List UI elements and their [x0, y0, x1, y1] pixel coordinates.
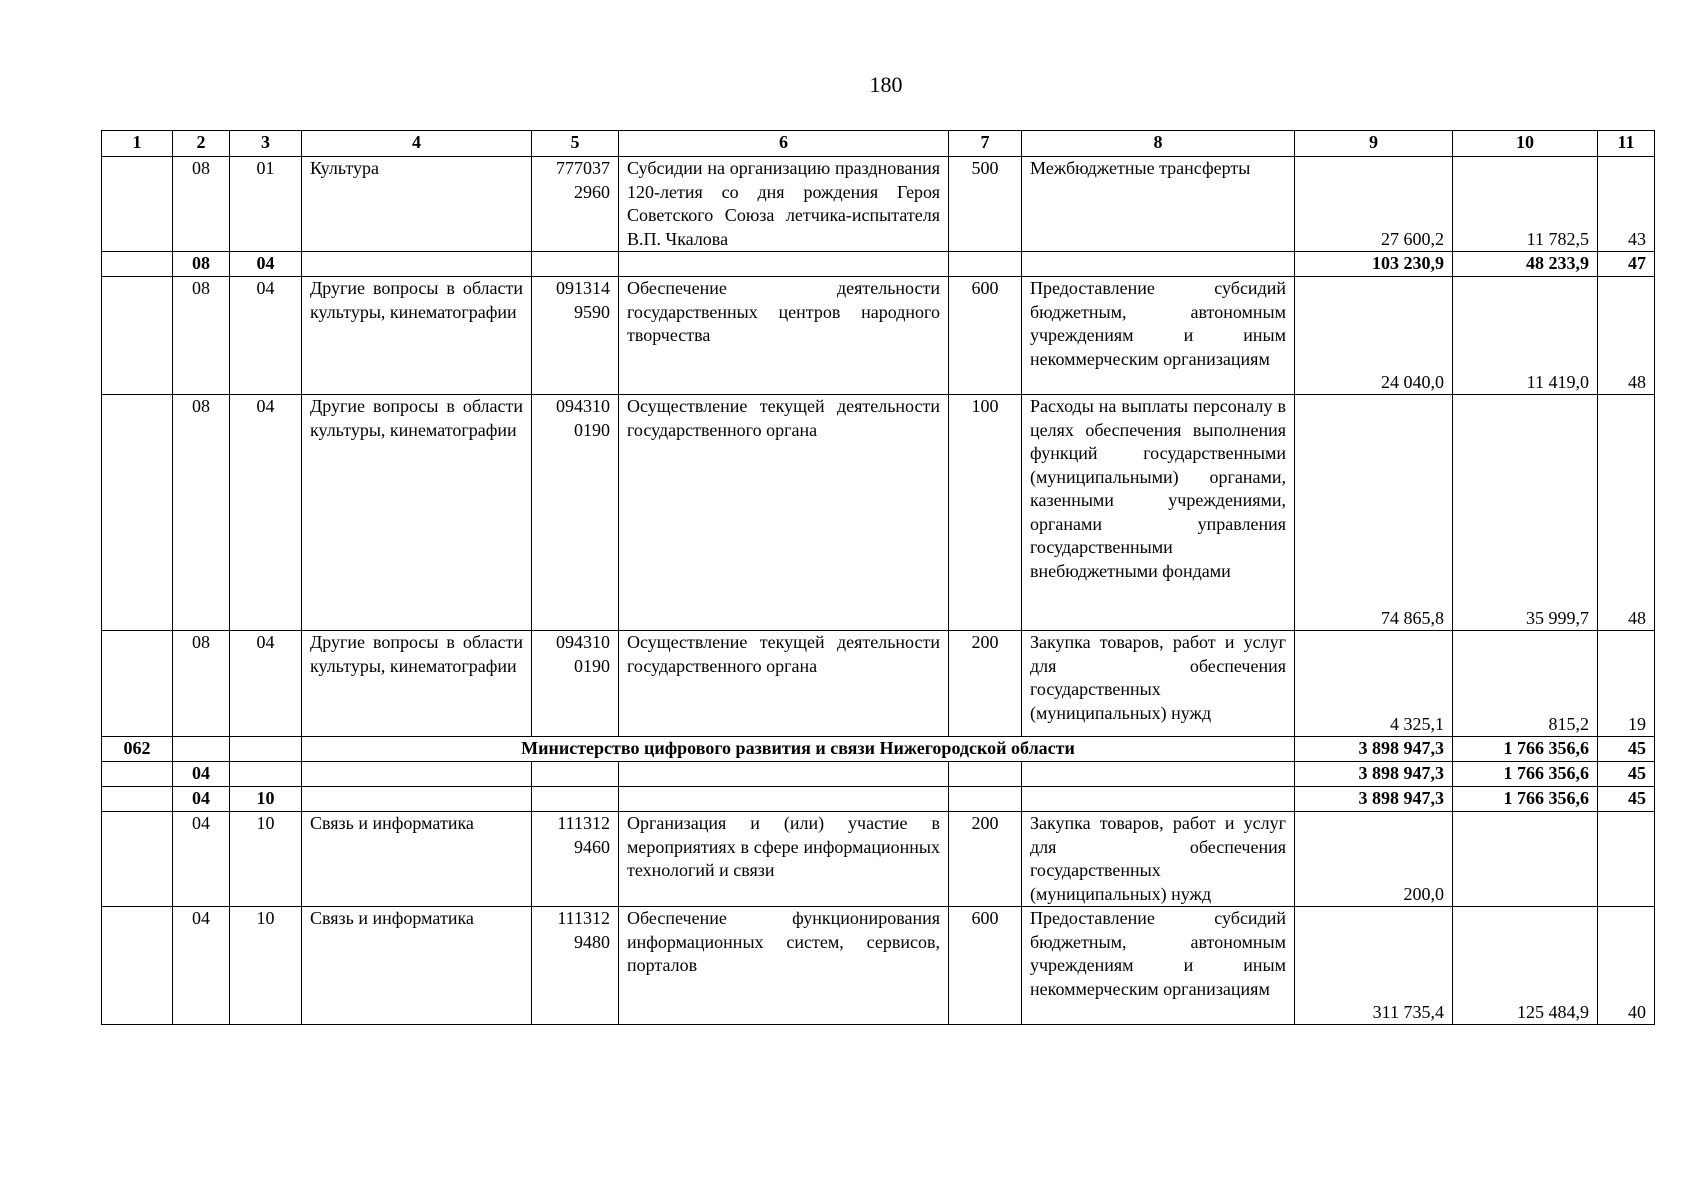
cell-expense-type-name	[1022, 252, 1295, 277]
cell-actual: 48 233,9	[1453, 252, 1598, 277]
cell-plan: 311 735,4	[1295, 907, 1453, 1025]
cell-subsection	[230, 762, 302, 787]
cell-col1	[102, 812, 173, 907]
cell-subsection: 01	[230, 157, 302, 252]
table-row	[102, 762, 1655, 787]
cell-plan: 103 230,9	[1295, 252, 1453, 277]
cell-expense-type	[949, 762, 1022, 787]
cell-subsection-name	[302, 252, 532, 277]
cell-expense-type	[949, 787, 1022, 812]
cell-col1	[102, 631, 173, 737]
cell-expense-type-name	[1022, 762, 1295, 787]
cell-target-article: 094310 0190	[532, 395, 619, 631]
cell-percent: 45	[1598, 787, 1655, 812]
column-header: 6	[619, 131, 949, 157]
cell-article-name	[619, 252, 949, 277]
cell-target-article: 094310 0190	[532, 631, 619, 737]
cell-plan: 3 898 947,3	[1295, 762, 1453, 787]
table-row	[102, 631, 1655, 737]
cell-subsection	[230, 737, 302, 762]
cell-subsection: 10	[230, 812, 302, 907]
cell-subsection-name	[302, 762, 532, 787]
cell-target-article	[532, 252, 619, 277]
cell-expense-type	[949, 252, 1022, 277]
cell-plan: 74 865,8	[1295, 395, 1453, 631]
cell-section	[173, 737, 230, 762]
table-row	[102, 907, 1655, 1025]
cell-col1	[102, 252, 173, 277]
cell-subsection-name: Культура	[302, 157, 532, 252]
cell-plan: 24 040,0	[1295, 277, 1453, 395]
cell-section: 08	[173, 157, 230, 252]
cell-section: 08	[173, 631, 230, 737]
cell-target-article: 091314 9590	[532, 277, 619, 395]
table-row	[102, 812, 1655, 907]
cell-col1	[102, 787, 173, 812]
cell-article-name: Организация и (или) участие в мероприятиях в сфере информационных технологий и связи	[619, 812, 949, 907]
cell-article-name: Обеспечение функционирования информационных систем, сервисов, порталов	[619, 907, 949, 1025]
cell-expense-type: 100	[949, 395, 1022, 631]
cell-section: 04	[173, 812, 230, 907]
cell-target-article: 111312 9460	[532, 812, 619, 907]
cell-article-name: Осуществление текущей деятельности государственного органа	[619, 395, 949, 631]
cell-actual: 1 766 356,6	[1453, 787, 1598, 812]
cell-actual: 35 999,7	[1453, 395, 1598, 631]
cell-subsection: 04	[230, 395, 302, 631]
table-row	[102, 252, 1655, 277]
cell-col1	[102, 907, 173, 1025]
column-header: 7	[949, 131, 1022, 157]
cell-article-name: Осуществление текущей деятельности государственного органа	[619, 631, 949, 737]
cell-expense-type-name: Предоставление субсидий бюджетным, автономным учреждениям и иным некоммерческим организациям	[1022, 907, 1295, 1025]
cell-section: 04	[173, 762, 230, 787]
column-header: 10	[1453, 131, 1598, 157]
cell-article-name: Субсидии на организацию празднования 120-летия со дня рождения Героя Советского Союза летчика-испытателя В.П. Чкалова	[619, 157, 949, 252]
cell-actual: 1 766 356,6	[1453, 762, 1598, 787]
cell-expense-type-name: Предоставление субсидий бюджетным, автономным учреждениям и иным некоммерческим организациям	[1022, 277, 1295, 395]
table-row	[102, 787, 1655, 812]
cell-article-name: Обеспечение деятельности государственных центров народного творчества	[619, 277, 949, 395]
cell-subsection: 04	[230, 252, 302, 277]
cell-subsection-name: Другие вопросы в области культуры, кинематографии	[302, 395, 532, 631]
cell-percent: 43	[1598, 157, 1655, 252]
page-number: 180	[869, 72, 903, 97]
cell-percent: 45	[1598, 762, 1655, 787]
cell-subsection-name: Другие вопросы в области культуры, кинематографии	[302, 631, 532, 737]
cell-percent: 19	[1598, 631, 1655, 737]
cell-ministry-name: Министерство цифрового развития и связи Нижегородской области	[302, 737, 1295, 762]
cell-actual: 11 419,0	[1453, 277, 1598, 395]
cell-actual: 125 484,9	[1453, 907, 1598, 1025]
cell-expense-type-name: Закупка товаров, работ и услуг для обеспечения государственных (муниципальных) нужд	[1022, 812, 1295, 907]
cell-col1	[102, 762, 173, 787]
cell-section: 04	[173, 787, 230, 812]
cell-percent	[1598, 812, 1655, 907]
cell-col1	[102, 395, 173, 631]
cell-subsection: 04	[230, 631, 302, 737]
cell-actual: 815,2	[1453, 631, 1598, 737]
column-header: 8	[1022, 131, 1295, 157]
cell-expense-type-name: Межбюджетные трансферты	[1022, 157, 1295, 252]
cell-plan: 3 898 947,3	[1295, 787, 1453, 812]
column-header: 11	[1598, 131, 1655, 157]
cell-percent: 48	[1598, 277, 1655, 395]
cell-expense-type-name: Расходы на выплаты персоналу в целях обеспечения выполнения функций государственными (муниципальными) органами, казенными учреждениями, органами управления государственными внебюджетными фондами	[1022, 395, 1295, 631]
cell-expense-type-name: Закупка товаров, работ и услуг для обеспечения государственных (муниципальных) нужд	[1022, 631, 1295, 737]
cell-section: 08	[173, 277, 230, 395]
cell-col1	[102, 157, 173, 252]
cell-percent: 48	[1598, 395, 1655, 631]
cell-subsection: 10	[230, 907, 302, 1025]
cell-percent: 47	[1598, 252, 1655, 277]
cell-expense-type: 500	[949, 157, 1022, 252]
cell-subsection-name	[302, 787, 532, 812]
cell-subsection-name: Другие вопросы в области культуры, кинематографии	[302, 277, 532, 395]
cell-col1	[102, 277, 173, 395]
cell-subsection-name: Связь и информатика	[302, 812, 532, 907]
table-row	[102, 395, 1655, 631]
cell-subsection-name: Связь и информатика	[302, 907, 532, 1025]
cell-plan: 27 600,2	[1295, 157, 1453, 252]
cell-percent: 40	[1598, 907, 1655, 1025]
column-header: 1	[102, 131, 173, 157]
cell-section: 04	[173, 907, 230, 1025]
cell-section: 08	[173, 395, 230, 631]
column-header: 9	[1295, 131, 1453, 157]
cell-actual: 1 766 356,6	[1453, 737, 1598, 762]
cell-article-name	[619, 787, 949, 812]
cell-target-article: 111312 9480	[532, 907, 619, 1025]
cell-expense-type: 600	[949, 277, 1022, 395]
column-header: 5	[532, 131, 619, 157]
table-header-row	[102, 131, 1655, 157]
cell-subsection: 10	[230, 787, 302, 812]
table-row	[102, 277, 1655, 395]
column-header: 4	[302, 131, 532, 157]
cell-target-article	[532, 762, 619, 787]
cell-target-article: 777037 2960	[532, 157, 619, 252]
cell-plan: 3 898 947,3	[1295, 737, 1453, 762]
budget-table	[101, 130, 1655, 1025]
cell-actual	[1453, 812, 1598, 907]
cell-actual: 11 782,5	[1453, 157, 1598, 252]
cell-subsection: 04	[230, 277, 302, 395]
cell-plan: 4 325,1	[1295, 631, 1453, 737]
table-row	[102, 157, 1655, 252]
cell-target-article	[532, 787, 619, 812]
column-header: 3	[230, 131, 302, 157]
table-row-ministry	[102, 737, 1655, 762]
cell-expense-type: 600	[949, 907, 1022, 1025]
cell-expense-type-name	[1022, 787, 1295, 812]
cell-section: 08	[173, 252, 230, 277]
cell-article-name	[619, 762, 949, 787]
cell-percent: 45	[1598, 737, 1655, 762]
cell-ministry-code: 062	[102, 737, 173, 762]
cell-expense-type: 200	[949, 631, 1022, 737]
cell-plan: 200,0	[1295, 812, 1453, 907]
column-header: 2	[173, 131, 230, 157]
cell-expense-type: 200	[949, 812, 1022, 907]
